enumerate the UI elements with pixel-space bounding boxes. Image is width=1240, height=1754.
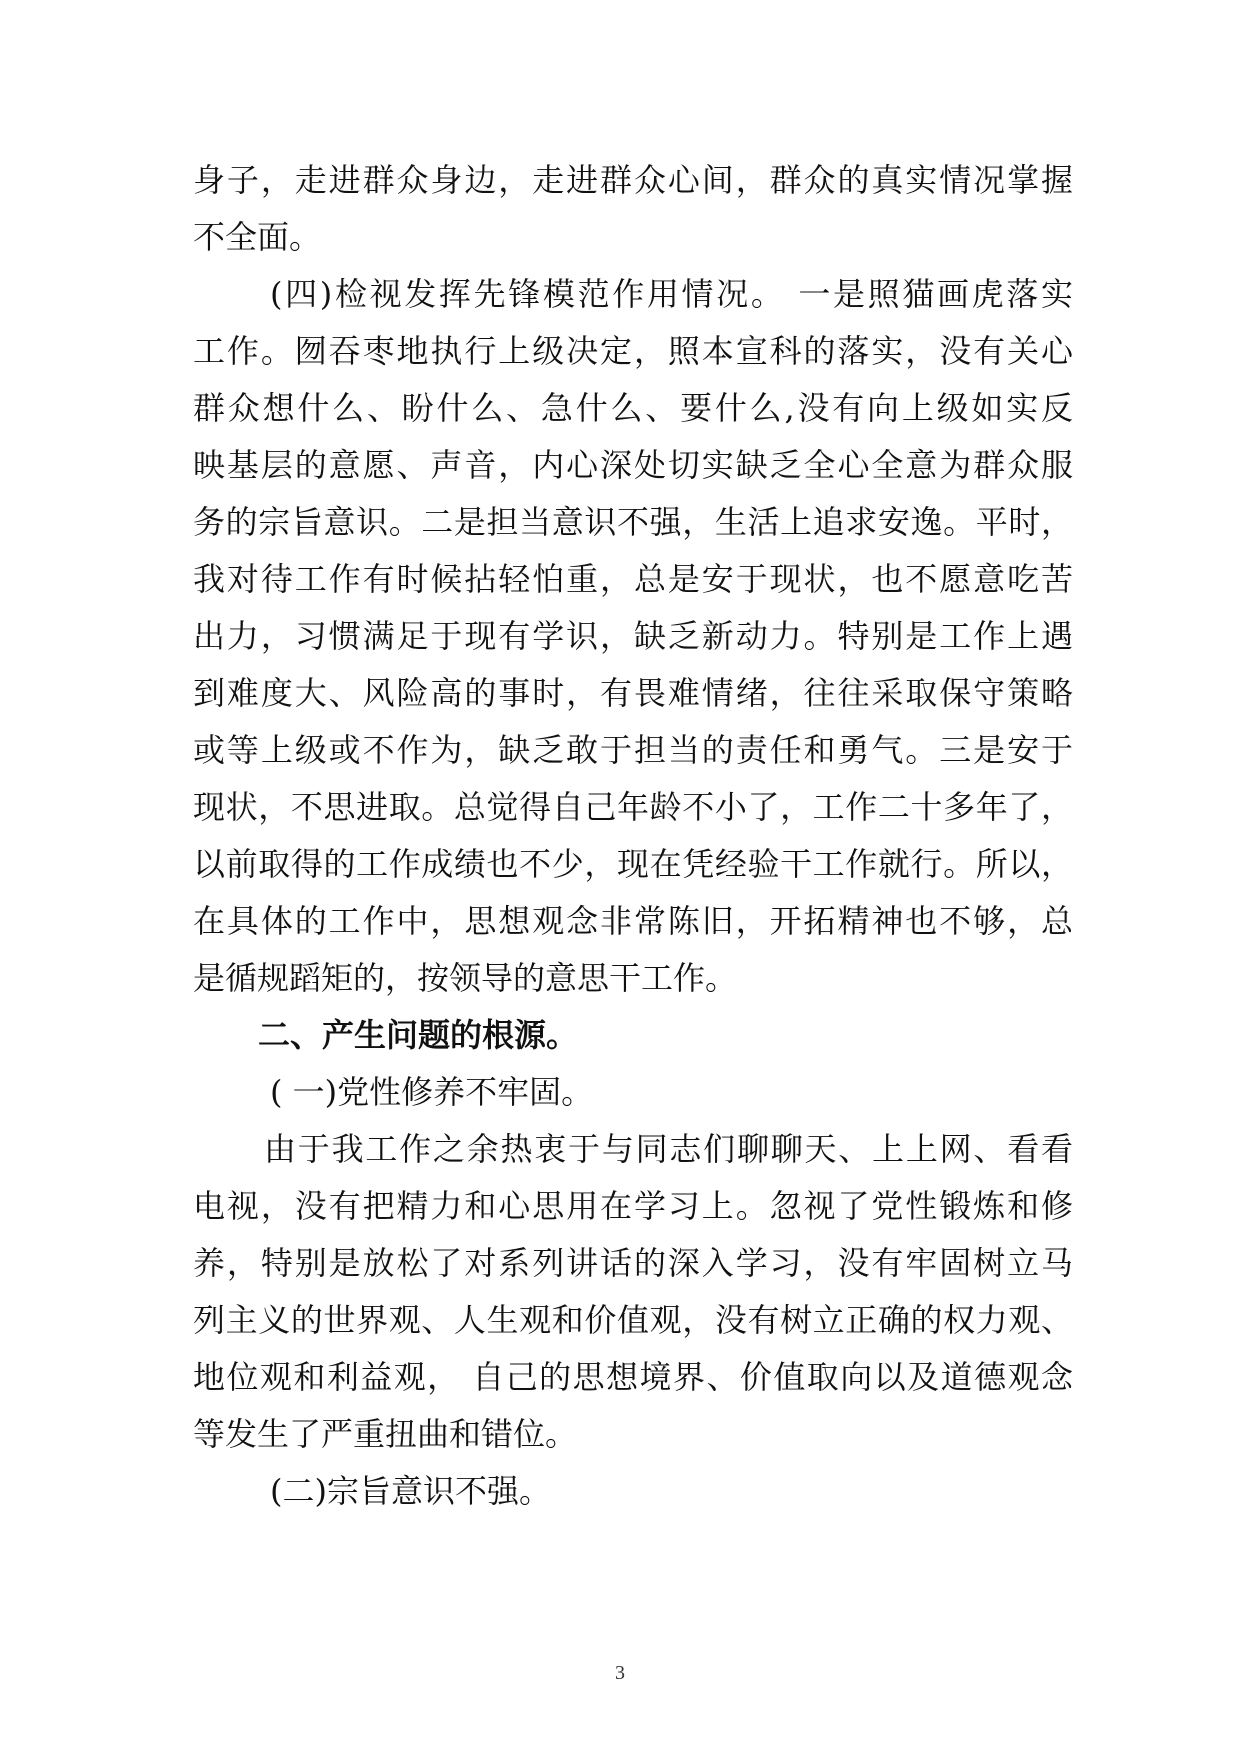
subsection-heading-2: (二)宗旨意识不强。: [270, 1472, 551, 1510]
text-line: 身子，走进群众身边，走进群众心间，群众的真实情况掌握: [193, 161, 1073, 199]
text-line: 出力，习惯满足于现有学识，缺乏新动力。特别是工作上遇: [193, 617, 1073, 655]
text-line: 现状，不思进取。总觉得自己年龄不小了，工作二十多年了，: [193, 788, 1073, 826]
subsection-heading-1: ( 一)党性修养不牢固。: [270, 1073, 594, 1111]
text-line: 列主义的世界观、人生观和价值观，没有树立正确的权力观、: [193, 1301, 1073, 1339]
text-line: 或等上级或不作为，缺乏敢于担当的责任和勇气。三是安于: [193, 731, 1073, 769]
text-line: 养，特别是放松了对系列讲话的深入学习，没有牢固树立马: [193, 1244, 1073, 1282]
page-number: 3: [615, 1662, 625, 1684]
text-line: 地位观和利益观， 自己的思想境界、价值取向以及道德观念: [193, 1358, 1073, 1396]
text-line: 等发生了严重扭曲和错位。: [193, 1415, 578, 1453]
text-line: 以前取得的工作成绩也不少，现在凭经验干工作就行。所以，: [193, 845, 1073, 883]
section-heading-4: (四)检视发挥先锋模范作用情况。 一是照猫画虎落实: [270, 275, 1073, 313]
text-line: 由于我工作之余热衷于与同志们聊聊天、上上网、看看: [264, 1130, 1073, 1168]
text-line: 工作。囫吞枣地执行上级决定，照本宣科的落实，没有关心: [193, 332, 1073, 370]
text-line: 电视，没有把精力和心思用在学习上。忽视了党性锻炼和修: [193, 1187, 1073, 1225]
text-line: 群众想什么、盼什么、急什么、要什么,没有向上级如实反: [193, 389, 1073, 427]
text-line: 映基层的意愿、声音，内心深处切实缺乏全心全意为群众服: [193, 446, 1073, 484]
section-heading: 二、产生问题的根源。: [258, 1016, 579, 1054]
text-line: 在具体的工作中，思想观念非常陈旧，开拓精神也不够，总: [193, 902, 1073, 940]
text-line: 到难度大、风险高的事时，有畏难情绪，往往采取保守策略: [193, 674, 1073, 712]
text-line: 不全面。: [193, 218, 322, 256]
text-line: 务的宗旨意识。二是担当意识不强，生活上追求安逸。平时，: [193, 503, 1073, 541]
text-line: 我对待工作有时候拈轻怕重，总是安于现状，也不愿意吃苦: [193, 560, 1073, 598]
text-line: 是循规蹈矩的，按领导的意思干工作。: [193, 959, 738, 997]
